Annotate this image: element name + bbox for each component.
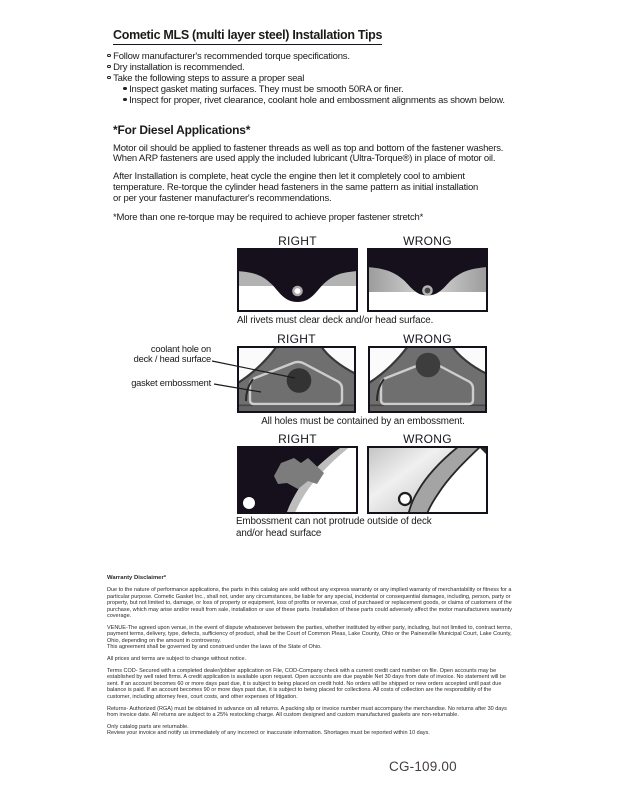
wrong-label: WRONG xyxy=(403,432,452,446)
bullet-text: Take the following steps to assure a proper seal xyxy=(113,72,305,84)
circle-bullet-icon xyxy=(107,65,111,69)
list-item xyxy=(107,51,567,62)
page-title-wrap xyxy=(113,26,567,45)
warranty-heading: Warranty Disclaimer* xyxy=(107,575,167,581)
legal-paragraph: Review your invoice and notify us immediately of any incorrect or inaccurate information. Shortages must be reported within 10 days. xyxy=(107,730,430,737)
legal-paragraph: Returns- Authorized (RGA) must be obtained in advance on all returns. A packing slip or invoice number must accompany the merchandise. No returns after 30 days from invoice date. All returns are subject to a 25% restocking charge. All custom designed and custom manufactured gaskets are non-returnable. xyxy=(107,705,507,718)
right-label: RIGHT xyxy=(278,234,317,248)
legal-paragraph: All prices and terms are subject to change without notice. xyxy=(107,656,247,663)
figure-embossment-wrong xyxy=(367,433,488,514)
list-item xyxy=(123,95,567,106)
list-item xyxy=(107,62,567,73)
embossment-right-diagram xyxy=(237,446,358,514)
text-line: temperature. Re-torque the cylinder head fasteners in the same pattern as initial installation xyxy=(113,181,479,193)
text-line: When ARP fasteners are used apply the included lubricant (Ultra-Torque®) in place of motor oil. xyxy=(113,153,496,165)
rivet-right-diagram xyxy=(237,248,358,312)
bullet-text: Dry installation is recommended. xyxy=(113,61,245,73)
circle-bullet-icon xyxy=(107,76,111,80)
installation-tips-section xyxy=(107,20,567,224)
text-line: deck / head surface xyxy=(133,354,211,364)
figure-rivet-right xyxy=(237,235,358,312)
legal-paragraph: This agreement shall be governed by and construed under the laws of the State of Ohio. xyxy=(107,644,322,651)
embossment-wrong-diagram xyxy=(367,446,488,514)
text-line: After Installation is complete, heat cycle the engine then let it completely cool to ambient xyxy=(113,171,465,183)
rivet-caption: All rivets must clear deck and/or head surface. xyxy=(237,315,434,326)
list-item xyxy=(123,84,567,95)
page-code: CG-109.00 xyxy=(389,759,457,774)
text-line: or per your fastener manufacturer's recommendations. xyxy=(113,192,332,204)
text-line: coolant hole on xyxy=(150,344,211,354)
bullet-text: Follow manufacturer's recommended torque specifications. xyxy=(113,50,350,62)
figure-embossment-right xyxy=(237,433,358,514)
coolant-hole-annotation xyxy=(100,344,211,364)
circle-bullet-icon xyxy=(107,54,111,58)
coolant-hole-wrong-diagram xyxy=(368,346,487,413)
gasket-embossment-annotation: gasket embossment xyxy=(131,378,211,388)
coolant-hole-right-diagram xyxy=(237,346,356,413)
page-title: Cometic MLS (multi layer steel) Installation Tips xyxy=(113,28,382,45)
bullet-text: Inspect for proper, rivet clearance, coolant hole and embossment alignments as shown below. xyxy=(129,94,505,106)
figure-hole-right xyxy=(237,333,356,413)
diesel-paragraph-2 xyxy=(113,172,567,204)
right-label: RIGHT xyxy=(278,432,317,446)
legal-paragraph: Due to the nature of performance applications, the parts in this catalog are sold without any express warranty or any implied warranty of merchantability or fitness for a particular purpose. Cometic Gasket Inc., shall not, under any circumstances, be liable for any special, incidental or consequential damages, including, person, party or property, but not limited to, damage, or loss of property or equipment, loss of profits or revenue, cost of purchased or replacement goods, or claims of customers of the purchase, which may arise and/or result from sale, installation or use of these parts. Installation of these parts could adversely affect the motor manufacturers warranty coverage. xyxy=(107,587,512,620)
diesel-heading: *For Diesel Applications* xyxy=(113,122,251,137)
embossment-caption xyxy=(236,516,432,540)
wrong-label: WRONG xyxy=(403,332,452,346)
right-label: RIGHT xyxy=(277,332,316,346)
figure-hole-wrong xyxy=(368,333,487,413)
legal-paragraph: Terms COD- Secured with a completed dealer/jobber application on File, COD-Company check with a current credit card number on file. Open accounts may be established by well rated firms. A credit application is available upon request. Open accounts are due payable Net 30 days from date of invoice. No statement will be sent. If an account becomes 60 or more days past due, it is subject to being placed on credit hold. No orders will be shipped or new orders accepted until past due balance is paid. If an account becomes 90 or more days past due, it is subject to being placed for collections. All costs of collection are the responsibility of the customer, including attorney fees, court costs, and other expenses of litigation. xyxy=(107,667,506,700)
list-item xyxy=(107,73,567,84)
text-line: Embossment can not protrude outside of deck xyxy=(236,516,432,527)
wrong-label: WRONG xyxy=(403,234,452,248)
retorque-note: *More than one re-torque may be required to achieve proper fastener stretch* xyxy=(113,212,424,224)
dot-bullet-icon xyxy=(123,87,127,91)
figure-rivet-wrong xyxy=(367,235,488,312)
diesel-paragraph-1 xyxy=(113,144,567,166)
warranty-disclaimer-section xyxy=(107,575,513,742)
hole-caption: All holes must be contained by an embossment. xyxy=(261,416,465,427)
bullet-text: Inspect gasket mating surfaces. They must be smooth 50RA or finer. xyxy=(129,83,404,95)
text-line: and/or head surface xyxy=(236,528,322,539)
tips-bullet-list xyxy=(107,51,567,106)
text-line: Motor oil should be applied to fastener threads as well as top and bottom of the fastener washers. xyxy=(113,142,504,154)
legal-paragraph: VENUE-The agreed upon venue, in the event of dispute whatsoever between the parties, whether instituted by either party, including, but not limited to, contract terms, payment terms, delivery, type, defects, sufficiency of product, shall be the Court of Common Pleas, Lake County, Ohio or the Painesville Municipal Court, Lake County, Ohio, depending on the amount in controversy. xyxy=(107,624,512,644)
dot-bullet-icon xyxy=(123,98,127,102)
legal-paragraph: Only catalog parts are returnable. xyxy=(107,723,189,730)
rivet-wrong-diagram xyxy=(367,248,488,312)
